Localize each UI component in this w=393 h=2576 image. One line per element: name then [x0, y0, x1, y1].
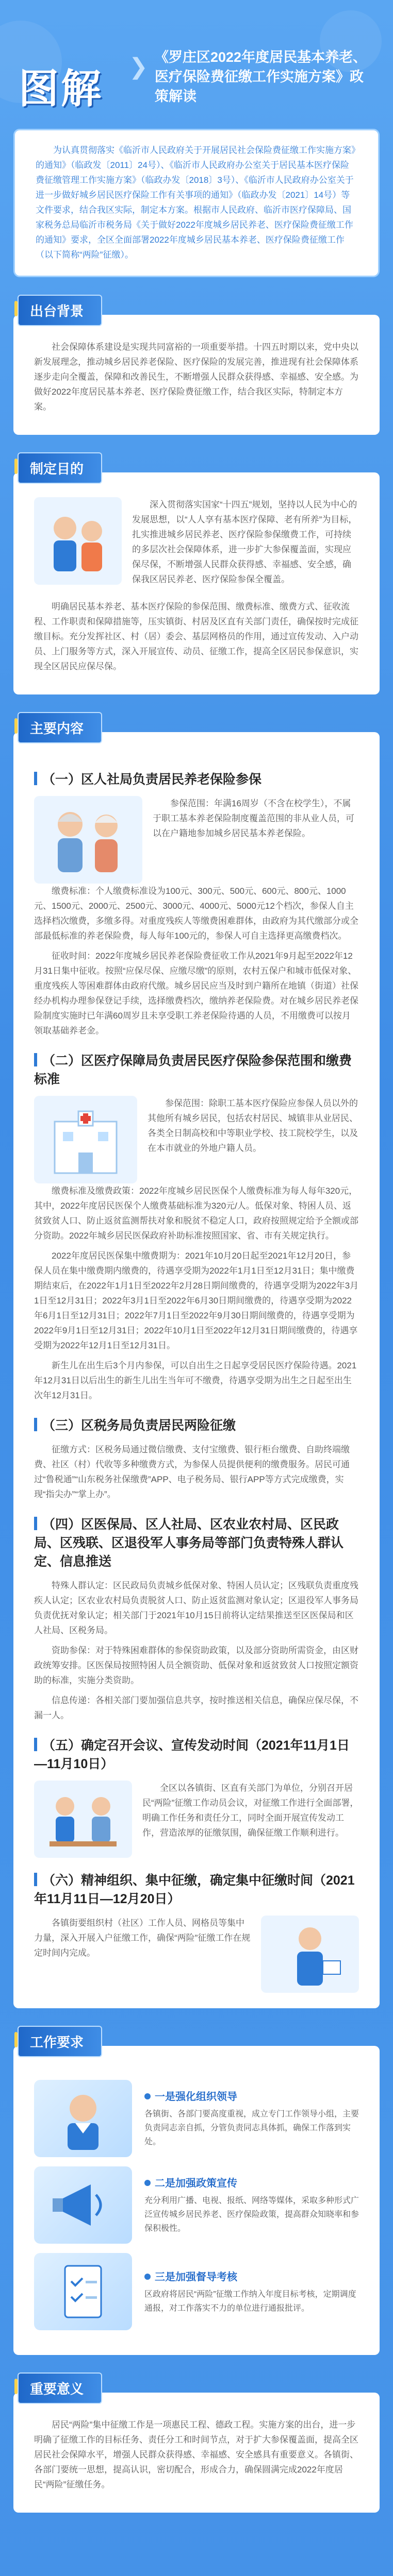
- content-3-text-1: 征缴方式：区税务局通过微信缴费、支付宝缴费、银行柜台缴费、自助终端缴费、社区（村）代收等多种缴费方式，为参保人员提供便利的缴费服务。居民可通过“鲁税通”“山东税务社保缴费”APP、电子税务局、银行APP等方式完成缴费，实现“指尖办”“掌上办”。: [34, 1445, 350, 1499]
- requirement-item: [34, 2253, 359, 2330]
- content-4-text-2: 资助参保：对于特殊困难群体的参保资助政策，以及部分资助所需资金，由区财政统筹安排。区医保局按照特困人员全额资助、低保对象和返贫致贫人口按照定额资助的标准，实施分类资助。: [34, 1646, 358, 1685]
- section-background: [13, 315, 380, 435]
- content-heading-3-text: （三）区税务局负责居民两险征缴: [42, 1418, 236, 1433]
- content-heading-5-text: （五）确定召开会议、宣传发动时间（2021年11月1日—11月10日）: [34, 1738, 350, 1771]
- content-1-text-3: 征收时间：2022年度城乡居民养老保险费征收工作从2021年9月起至2022年12月31日集中征收。按照“应保尽保、应缴尽缴”的原则，农村五保户和城市低保对象、重度残疾人等困难群体由政府代缴。城乡居民应当及时到户籍所在地镇（街道）社保经办机构办理参保登记手续，选择缴费档次，缴纳养老保险费。对在城乡居民养老保险制度实施时已年满60周岁且未享受职工养老保险待遇的人员，不用缴费可以按月领取基础养老金。: [34, 951, 358, 1036]
- intro-card: [13, 129, 380, 277]
- people-illustration-icon: [34, 497, 122, 585]
- hospital-icon: [34, 1096, 137, 1183]
- intro-text: 为认真贯彻落实《临沂市人民政府关于开展居民社会保险费征缴工作实施方案》的通知》（临政发〔2011〕24号）、《临沂市人民政府办公室关于居民基本医疗保险费征缴管理工作实施方案》（临政办发〔2018〕3号）、《临沂市人民政府办公室关于进一步做好城乡居民医疗保险工作有关事项的通知》（临政办发〔2021〕14号）等文件要求，结合我区实际，制定本方案。根据市人民政府、临沂市医疗保障局、国家税务总局临沂市税务局《关于做好2022年度城乡居民养老、医疗保险费征缴工作的通知》要求，全区全面部署2022年度城乡居民基本养老、医疗保险费征缴工作（以下简称“两险”征缴）。: [36, 145, 356, 260]
- requirement-desc: 充分利用广播、电视、报纸、网络等媒体，采取多种形式广泛宣传城乡居民养老、医疗保险政策，提高群众知晓率和参保积极性。: [144, 2196, 359, 2233]
- content-heading-5: [34, 1736, 359, 1773]
- section-purpose: [13, 472, 380, 694]
- content-heading-1: [34, 770, 359, 789]
- requirement-desc: 区政府将居民“两险”征缴工作纳入年度目标考核，定期调度通报，对工作落实不力的单位进行通报批评。: [144, 2290, 356, 2313]
- requirement-title: [144, 2088, 359, 2103]
- requirement-title-text: 二是加强政策宣传: [155, 2178, 237, 2189]
- content-heading-2: [34, 1052, 359, 1089]
- staff-icon: [261, 1916, 359, 1993]
- purpose-text-1: 深入贯彻落实国家“十四五”规划，坚持以人民为中心的发展思想，以“人人享有基本医疗保障、老有所养”为目标，扎实推进城乡居民养老、医疗保险参保缴费工作，可持续的多层次社会保障体系，进一步扩大参保覆盖面，实现应保尽保，不断增强人民群众获得感、幸福感、安全感，确保我区居民养老、医疗保险参保全覆盖。: [132, 500, 357, 584]
- section-significance: [13, 2393, 380, 2513]
- content-2-text-4: 新生儿在出生后3个月内参保，可以自出生之日起享受居民医疗保险待遇。2021年12月31日以后出生的新生儿出生当年可不缴费，待遇享受期为出生之日起至出生次年12月31日。: [34, 1361, 357, 1400]
- content-6-text-1: 各镇街要组织村（社区）工作人员、网格员等集中力量，深入开展入户征缴工作，确保“两险”征缴工作在规定时间内完成。: [34, 1918, 251, 1958]
- elderly-couple-icon: [34, 796, 142, 884]
- section-tag-significance: 重要意义: [18, 2372, 102, 2404]
- content-4-text-1: 特殊人群认定：区民政局负责城乡低保对象、特困人员认定；区残联负责重度残疾人认定；区农业农村局负责脱贫人口、防止返贫监测对象认定；区退役军人事务局负责优抚对象认定；相关部门于2021年10月15日前将认定结果推送至区医保局和区人社局、区税务局。: [34, 1581, 358, 1635]
- content-2-text-2: 缴费标准及缴费政策：2022年度城乡居民医保个人缴费标准为每人每年320元，其中，2022年度居民医保个人缴费基础标准为320元/人。低保对象、特困人员、返贫致贫人口、防止返贫监测帮扶对象和脱贫不稳定人口，政府按照规定给予全额或部分资助。2022年城乡居民医保政府补助标准按照国家、省、市有关规定执行。: [34, 1186, 358, 1241]
- content-2-text-1: 参保范围：除职工基本医疗保险应参保人员以外的其他所有城乡居民，包括农村居民、城镇非从业居民、各类全日制高校和中等职业学校、技工院校学生，以及在本市就业的外地户籍人员。: [148, 1098, 358, 1153]
- meeting-icon: [34, 1781, 132, 1858]
- significance-text: 居民“两险”集中征缴工作是一项惠民工程、德政工程。实施方案的出台，进一步明确了征缴工作的目标任务、责任分工和时间节点，对于扩大参保覆盖面，提高全区居民社会保障水平，增强人民群众获得感、幸福感、安全感具有重要意义。各镇街、各部门要统一思想，提高认识，密切配合，形成合力，确保圆满完成2022年度居民“两险”征缴任务。: [34, 2420, 358, 2489]
- content-heading-6: [34, 1871, 359, 1908]
- requirement-title: [144, 2175, 359, 2190]
- requirement-title-text: 三是加强督导考核: [155, 2271, 237, 2283]
- content-5-text-1: 全区以各镇街、区直有关部门为单位，分别召开居民“两险”征缴工作动员会议，对征缴工作进行全面部署，明确工作任务和责任分工，同时全面开展宣传发动工作，营造浓厚的征缴氛围，确保征缴工作顺利进行。: [142, 1783, 359, 1838]
- section-tag-purpose: 制定目的: [18, 452, 102, 484]
- header: [0, 0, 393, 129]
- content-1-text-1: 参保范围：年满16周岁（不含在校学生），不属于职工基本养老保险制度覆盖范围的非从业人员，可以在户籍地参加城乡居民基本养老保险。: [153, 799, 354, 838]
- section-tag-background: 出台背景: [18, 295, 102, 326]
- purpose-text-2: 明确居民基本养老、基本医疗保险的参保范围、缴费标准、缴费方式、征收流程、工作职责和保障措施等，压实镇街、村居及区直有关部门责任，确保按时完成征缴目标。充分发挥社区、村（居）委会、基层网格员的作用，通过宣传发动、入户动员、上门服务等方式，深入开展宣传、动员、征缴工作，提高全区居民参保意识，实现全区居民应保尽保。: [34, 602, 358, 671]
- content-heading-2-text: （二）区医疗保障局负责居民医疗保险参保范围和缴费标准: [34, 1054, 352, 1087]
- megaphone-icon: [34, 2166, 132, 2244]
- section-requirements: [13, 2046, 380, 2355]
- content-heading-6-text: （六）精神组织、集中征缴，确定集中征缴时间（2021年11月11日—12月20日）: [34, 1873, 355, 1906]
- content-heading-4: [34, 1515, 359, 1571]
- page-title: 《罗庄区2022年度居民基本养老、医疗保险费征缴工作实施方案》政策解读: [155, 49, 367, 104]
- content-4-text-3: 信息传递：各相关部门要加强信息共享，按时推送相关信息，确保应保尽保，不漏一人。: [34, 1696, 358, 1720]
- content-heading-4-text: （四）区医保局、区人社局、区农业农村局、区民政局、区残联、区退役军人事务局等部门负责特殊人群认定、信息推送: [34, 1517, 344, 1569]
- content-heading-3: [34, 1416, 359, 1435]
- background-text: 社会保障体系建设是实现共同富裕的一项重要举措。十四五时期以来，党中央以新发展理念，推动城乡居民养老保险、医疗保险的发展完善，推进现有社会保障体系逐步走向全覆盖，保障和改善民生，不断增强人民群众获得感、幸福感、安全感。为做好2022年度居民基本养老、医疗保险费征缴工作，结合我区实际，特制定本方案。: [34, 342, 358, 412]
- content-1-text-2: 缴费标准：个人缴费标准设为100元、300元、500元、600元、800元、1000元、1500元、2000元、2500元、3000元、4000元、5000元12个档次，参保人自主选择档次缴费，多缴多得。对重度残疾人等缴费困难群体，由政府为其代缴部分或全部最低标准的养老保险费，每人每年100元的，参保人可自主选择更高缴费档次。: [34, 886, 358, 941]
- requirement-title-text: 一是强化组织领导: [155, 2091, 237, 2103]
- leadership-icon: [34, 2080, 132, 2157]
- header-badge: 图解: [19, 66, 104, 112]
- section-tag-content: 主要内容: [18, 712, 102, 743]
- content-heading-1-text: （一）区人社局负责居民养老保险参保: [42, 772, 262, 787]
- requirement-item: [34, 2080, 359, 2157]
- section-tag-requirements: 工作要求: [18, 2026, 102, 2057]
- requirement-desc: 各镇街、各部门要高度重视，成立专门工作领导小组，主要负责同志亲自抓，分管负责同志具体抓，确保工作落到实处。: [144, 2110, 359, 2146]
- requirement-item: [34, 2166, 359, 2244]
- chevron-right-icon: ❯: [129, 54, 148, 79]
- content-2-text-3: 2022年度居民医保集中缴费期为：2021年10月20日起至2021年12月20日，参保人员在集中缴费期内缴费的，待遇享受期为2022年1月1日至12月31日；集中缴费期结束后，在2022年1月1日至2022年2月28日期间缴费的，待遇享受期为2022年3月1日至12月31日；2022年3月1日至2022年6月30日期间缴费的，待遇享受期为2022年6月1日至12月31日；2022年7月1日至2022年9月30日期间缴费的，待遇享受期为2022年9月1日至12月31日；2022年10月1日至2022年12月31日期间缴费的，待遇享受期为2022年12月1日至12月31日。: [34, 1251, 359, 1350]
- checklist-icon: [34, 2253, 132, 2330]
- section-content: [13, 732, 380, 2008]
- requirement-title: [144, 2268, 359, 2283]
